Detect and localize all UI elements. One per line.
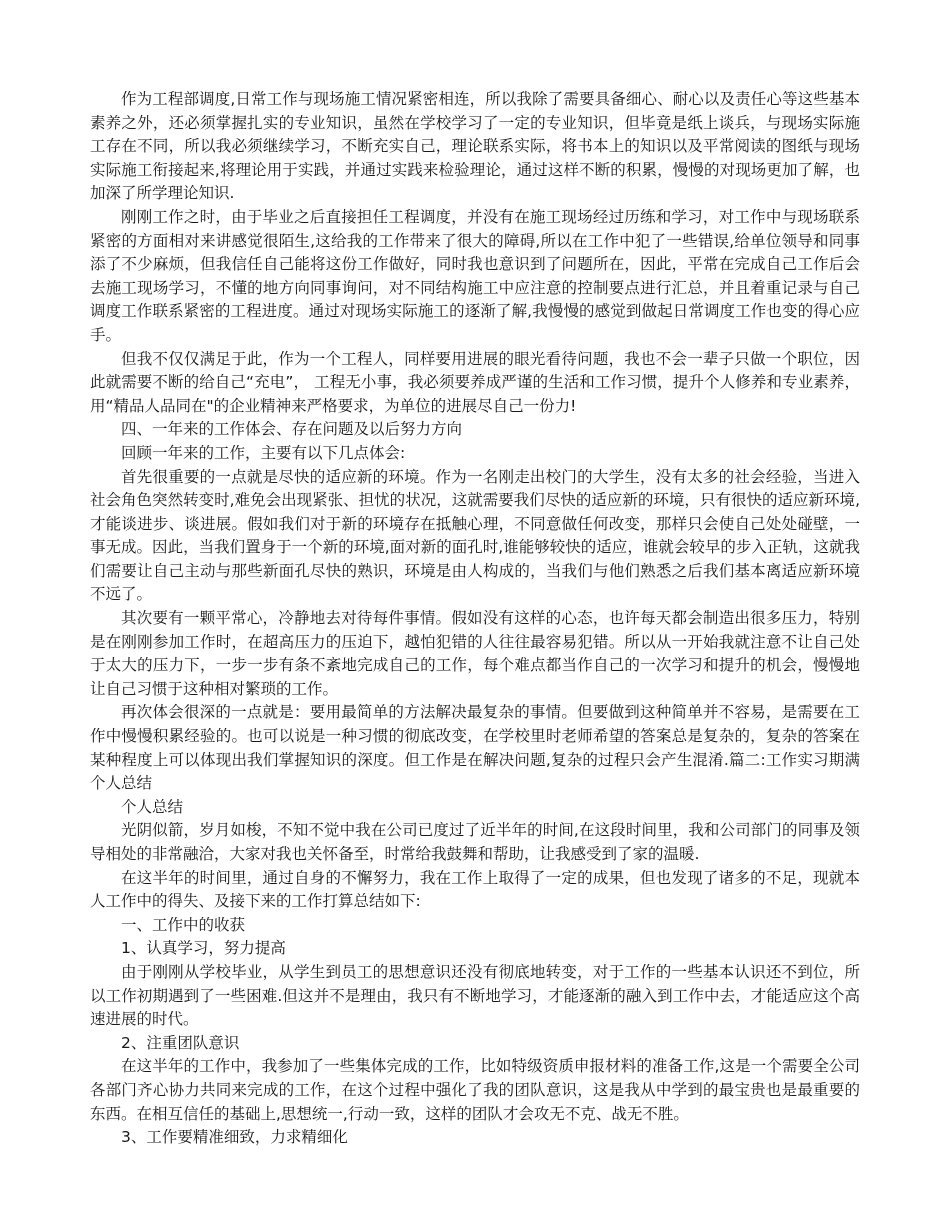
- paragraph: 刚刚工作之时，由于毕业之后直接担任工程调度，并没有在施工现场经过历练和学习，对工作中与现场联系紧密的方面相对来讲感觉很陌生,这给我的工作带来了很大的障碍,所以在工作中犯了一些错误,给单位领导和同事添了不少麻烦，但我信任自己能将这份工作做好，同时我也意识到了问题所在，因此，平常在完成自己工作后会去施工现场学习，不懂的地方向同事询问，对不同结构施工中应注意的控制要点进行汇总，并且着重记录与自己调度工作联系紧密的工程进度。通过对现场实际施工的逐渐了解,我慢慢的感觉到做起日常调度工作也变的得心应手。: [90, 207, 860, 344]
- paragraph: 但我不仅仅满足于此，作为一个工程人，同样要用进展的眼光看待问题，我也不会一辈子只做一个职位，因此就需要不断的给自己“充电”， 工程无小事，我必须要养成严谨的生活和工作习惯，提升个人修养和专业素养，用“精品人品同在"的企业精神来严格要求，为单位的进展尽自己一份力!: [90, 349, 860, 415]
- paragraph: 首先很重要的一点就是尽快的适应新的环境。作为一名刚走出校门的大学生，没有太多的社会经验，当进入社会角色突然转变时,难免会出现紧张、担忧的状况，这就需要我们尽快的适应新的环境，只有很快的适应新环境,才能谈进步、谈进展。假如我们对于新的环境存在抵触心理，不同意做任何改变，那样只会使自己处处碰壁，一事无成。因此，当我们置身于一个新的环境,面对新的面孔时,谁能够较快的适应，谁就会较早的步入正轨，这就我们需要让自己主动与那些新面孔尽快的熟识，环境是由人构成的，当我们与他们熟悉之后我们基本离适应新环境不远了。: [90, 467, 860, 604]
- paragraph: 回顾一年来的工作，主要有以下几点体会:: [121, 443, 406, 462]
- paragraph: 其次要有一颗平常心，冷静地去对待每件事情。假如没有这样的心态，也许每天都会制造出很多压力，特别是在刚刚参加工作时，在超高压力的压迫下，越怕犯错的人往往最容易犯错。所以从一开始我就注意不让自己处于太大的压力下，一步一步有条不紊地完成自己的工作，每个难点都当作自己的一次学习和提升的机会，慢慢地让自己习惯于这种相对繁琐的工作。: [90, 609, 860, 698]
- subsection-heading: 2、注重团队意识: [121, 1033, 240, 1052]
- paragraph: 光阴似箭，岁月如梭，不知不觉中我在公司已度过了近半年的时间,在这段时间里，我和公司部门的同事及领导相处的非常融洽，大家对我也关怀备至，时常给我鼓舞和帮助，让我感受到了家的温暖.: [90, 821, 860, 863]
- document-title: 个人总结: [121, 797, 184, 816]
- paragraph: 在这半年的工作中，我参加了一些集体完成的工作，比如特级资质申报材料的准备工作,这是一个需要全公司各部门齐心协力共同来完成的工作，在这个过程中强化了我的团队意识，这是我从中学到的最宝贵也是最重要的东西。在相互信任的基础上,思想统一,行动一致，这样的团队才会攻无不克、战无不胜。: [90, 1057, 860, 1123]
- document-body: [90, 88, 860, 1150]
- paragraph: 在这半年的时间里，通过自身的不懈努力，我在工作上取得了一定的成果，但也发现了诸多的不足，现就本人工作中的得失、及接下来的工作打算总结如下:: [90, 868, 860, 911]
- subsection-heading: 1、认真学习，努力提高: [121, 939, 286, 958]
- section-heading: 四、一年来的工作体会、存在问题及以后努力方向: [121, 420, 463, 439]
- subsection-heading: 3、工作要精准细致，力求精细化: [121, 1128, 348, 1147]
- section-heading: 一、工作中的收获: [121, 915, 246, 934]
- paragraph: 由于刚刚从学校毕业，从学生到员工的思想意识还没有彻底地转变，对于工作的一些基本认识还不到位，所以工作初期遇到了一些困难.但这并不是理由，我只有不断地学习，才能逐渐的融入到工作中去，才能适应这个高速进展的时代。: [90, 962, 860, 1029]
- paragraph: 作为工程部调度,日常工作与现场施工情况紧密相连，所以我除了需要具备细心、耐心以及责任心等这些基本素养之外，还必须掌握扎实的专业知识，虽然在学校学习了一定的专业知识，但毕竟是纸上谈兵，与现场实际施工存在不同，所以我必须继续学习，不断充实自己，理论联系实际，将书本上的知识以及平常阅读的图纸与现场实际施工衔接起来,将理论用于实践，并通过实践来检验理论，通过这样不断的积累，慢慢的对现场更加了解，也加深了所学理论知识.: [90, 90, 860, 203]
- paragraph: 再次体会很深的一点就是：要用最简单的方法解决最复杂的事情。但要做到这种简单并不容易，是需要在工作中慢慢积累经验的。也可以说是一种习惯的彻底改变，在学校里时老师希望的答案总是复杂的，复杂的答案在某种程度上可以体现出我们掌握知识的深度。但工作是在解决问题,复杂的过程只会产生混淆.篇二:工作实习期满个人总结: [90, 703, 860, 793]
